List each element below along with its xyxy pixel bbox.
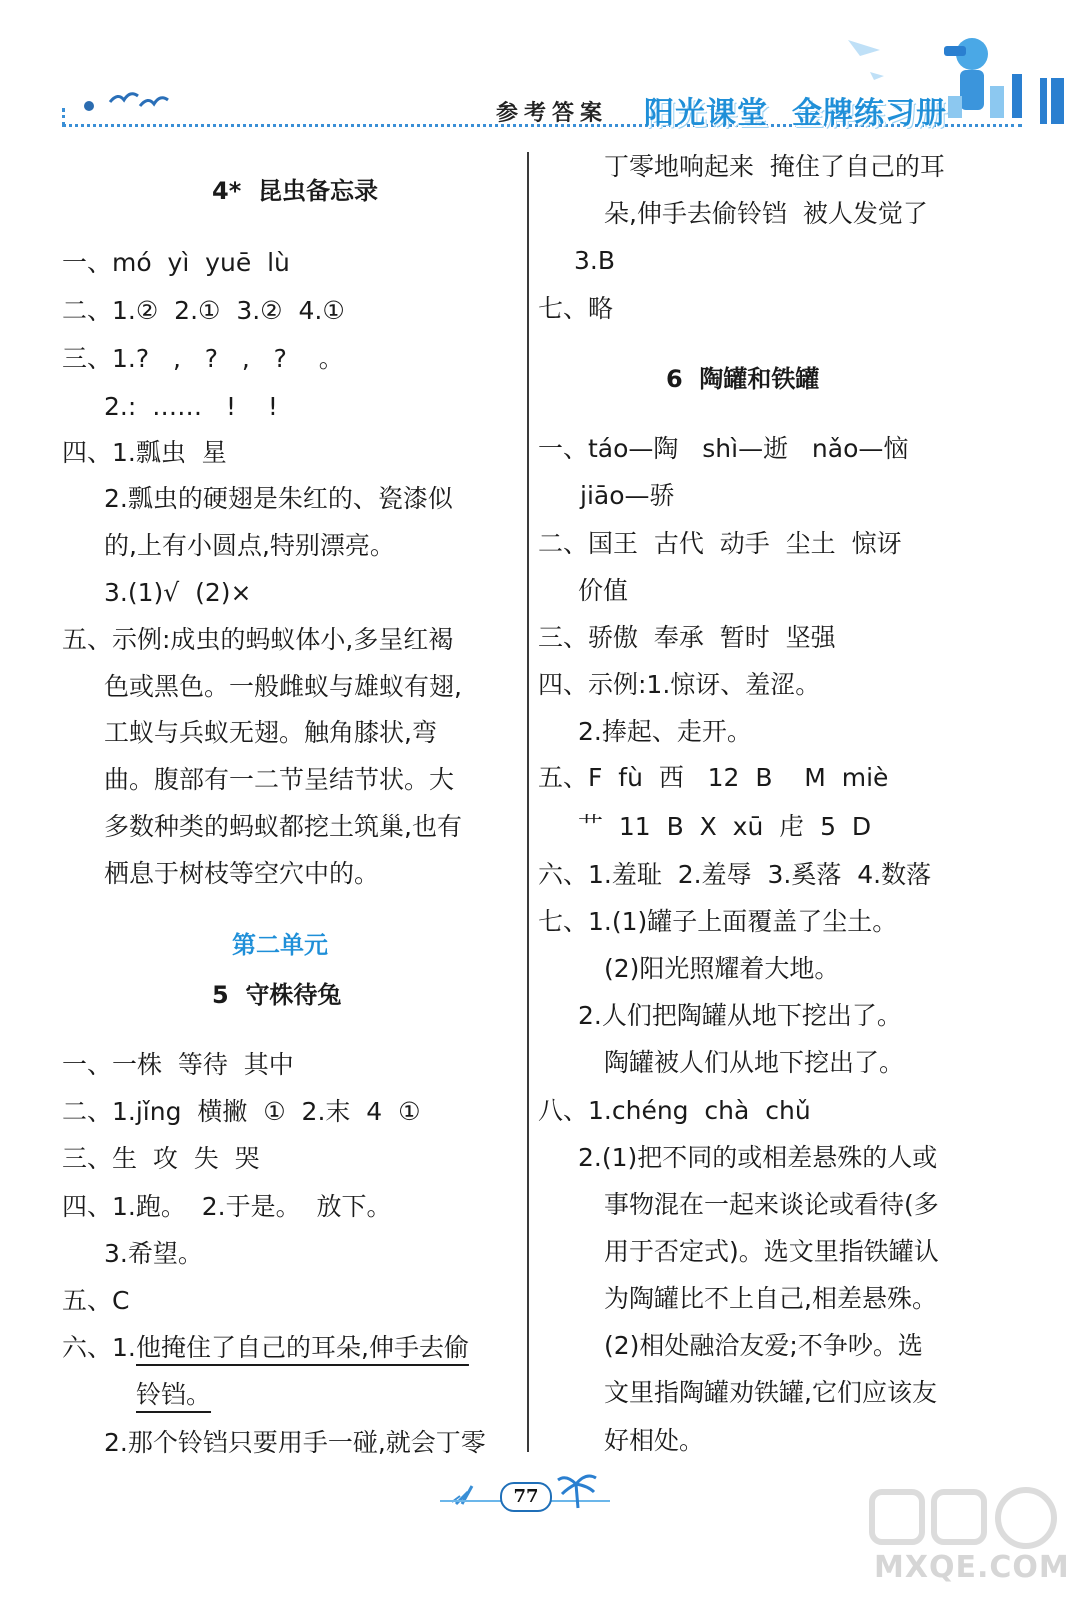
answer-line: 七、1.(1)罐子上面覆盖了尘土。	[538, 907, 898, 936]
watermark	[862, 1478, 1072, 1588]
brand-part-1: 阳光课堂	[644, 96, 768, 131]
answer-line: 2.(1)把不同的或相差悬殊的人或	[578, 1143, 938, 1172]
answer-line: 朵,伸手去偷铃铛 被人发觉了	[604, 199, 928, 228]
answer-line: 五、F fù 西 12 B M miè	[538, 763, 889, 792]
answer-line: 的,上有小圆点,特别漂亮。	[104, 531, 395, 560]
palm-tree-icon	[554, 1470, 604, 1510]
answer-line: 2.: …… ! !	[104, 392, 278, 421]
answer-line: 四、1.跑。 2.于是。 放下。	[62, 1192, 392, 1221]
brand-part-2: 金牌练习册	[792, 96, 947, 131]
answer-line: 文里指陶罐劝铁罐,它们应该友	[604, 1378, 937, 1407]
answer-line: 为陶罐比不上自己,相差悬殊。	[604, 1284, 937, 1313]
answer-line: 二、1.jǐng 横撇 ① 2.末 4 ①	[62, 1097, 421, 1126]
answer-line: 陶罐被人们从地下挖出了。	[604, 1048, 905, 1077]
page-header	[0, 0, 1084, 150]
answer-line: 三、1.? , ? , ? 。	[62, 344, 344, 373]
lesson-5-title: 5 守株待兔	[212, 981, 342, 1009]
answer-line: 事物混在一起来谈论或看待(多	[604, 1190, 939, 1219]
unit-title: 第二单元	[232, 931, 328, 959]
answer-line: jiāo—骄	[580, 481, 675, 510]
answer-line: 艹 11 B X xū 虍 5 D	[578, 812, 872, 841]
header-dot	[84, 101, 94, 111]
answer-line: 一、mó yì yuē lù	[62, 248, 290, 277]
answer-line: 七、略	[538, 294, 614, 323]
answer-line: 三、生 攻 失 哭	[62, 1144, 260, 1173]
answer-line: 栖息于树枝等空穴中的。	[104, 859, 380, 888]
answer-line: 2.人们把陶罐从地下挖出了。	[578, 1001, 902, 1030]
answer-line: 三、骄傲 奉承 暂时 坚强	[538, 623, 836, 652]
answer-line: 五、C	[62, 1286, 130, 1315]
palm-left-icon	[450, 1478, 494, 1512]
birds-icon	[104, 80, 174, 120]
telescope-kid-icon	[840, 20, 1040, 130]
reference-answer-label: 参考答案	[496, 101, 609, 126]
answer-line: 二、1.② 2.① 3.② 4.①	[62, 296, 345, 325]
answer-line: 2.那个铃铛只要用手一碰,就会丁零	[104, 1428, 486, 1457]
answer-line: 工蚁与兵蚁无翅。触角膝状,弯	[104, 718, 437, 747]
answer-line: (2)相处融洽友爱;不争吵。选	[604, 1331, 923, 1360]
page-footer	[440, 1470, 620, 1530]
answer-line: 好相处。	[604, 1426, 705, 1455]
underlined-answer: 铃铛。	[136, 1380, 212, 1409]
watermark-text: MXQE.COM	[874, 1550, 1070, 1585]
answer-line: 五、示例:成虫的蚂蚁体小,多呈红褐	[62, 625, 454, 654]
answer-line: 3.(1)√ (2)×	[104, 578, 252, 607]
lesson-6-title: 6 陶罐和铁罐	[666, 365, 820, 393]
answer-line: 八、1.chéng chà chǔ	[538, 1096, 811, 1125]
answer-line: 3.B	[574, 246, 616, 275]
answer-line: 色或黑色。一般雌蚁与雄蚁有翅,	[104, 672, 462, 701]
lesson-4-title: 4* 昆虫备忘录	[212, 177, 378, 205]
watermark-logo-icon	[862, 1478, 1072, 1558]
answer-line: 用于否定式)。选文里指铁罐认	[604, 1237, 939, 1266]
answer-line: 2.瓢虫的硬翅是朱红的、瓷漆似	[104, 484, 453, 513]
answer-line: 一、一株 等待 其中	[62, 1050, 294, 1079]
page-number: 77	[500, 1482, 552, 1512]
answer-line: 曲。腹部有一二节呈结节状。大	[104, 765, 455, 794]
answer-line: 2.捧起、走开。	[578, 717, 752, 746]
answer-line: 价值	[578, 576, 629, 605]
answer-line: 六、1.羞耻 2.羞辱 3.奚落 4.数落	[538, 860, 932, 889]
answer-line: 四、1.瓢虫 星	[62, 438, 227, 467]
answer-line: (2)阳光照耀着大地。	[604, 954, 840, 983]
column-divider	[527, 152, 529, 1452]
answer-line: 多数种类的蚂蚁都挖土筑巢,也有	[104, 812, 462, 841]
answer-line: 四、示例:1.惊讶、羞涩。	[538, 670, 821, 699]
underlined-answer: 他掩住了自己的耳朵,伸手去偷	[136, 1333, 469, 1362]
answer-line: 丁零地响起来 掩住了自己的耳	[604, 152, 945, 181]
answer-line: 3.希望。	[104, 1239, 203, 1268]
header-side-bar	[1040, 78, 1064, 124]
answer-line: 六、1.	[62, 1333, 136, 1362]
answer-line: 一、táo—陶 shì—逝 nǎo—恼	[538, 434, 909, 463]
answer-line: 二、国王 古代 动手 尘土 惊讶	[538, 529, 902, 558]
